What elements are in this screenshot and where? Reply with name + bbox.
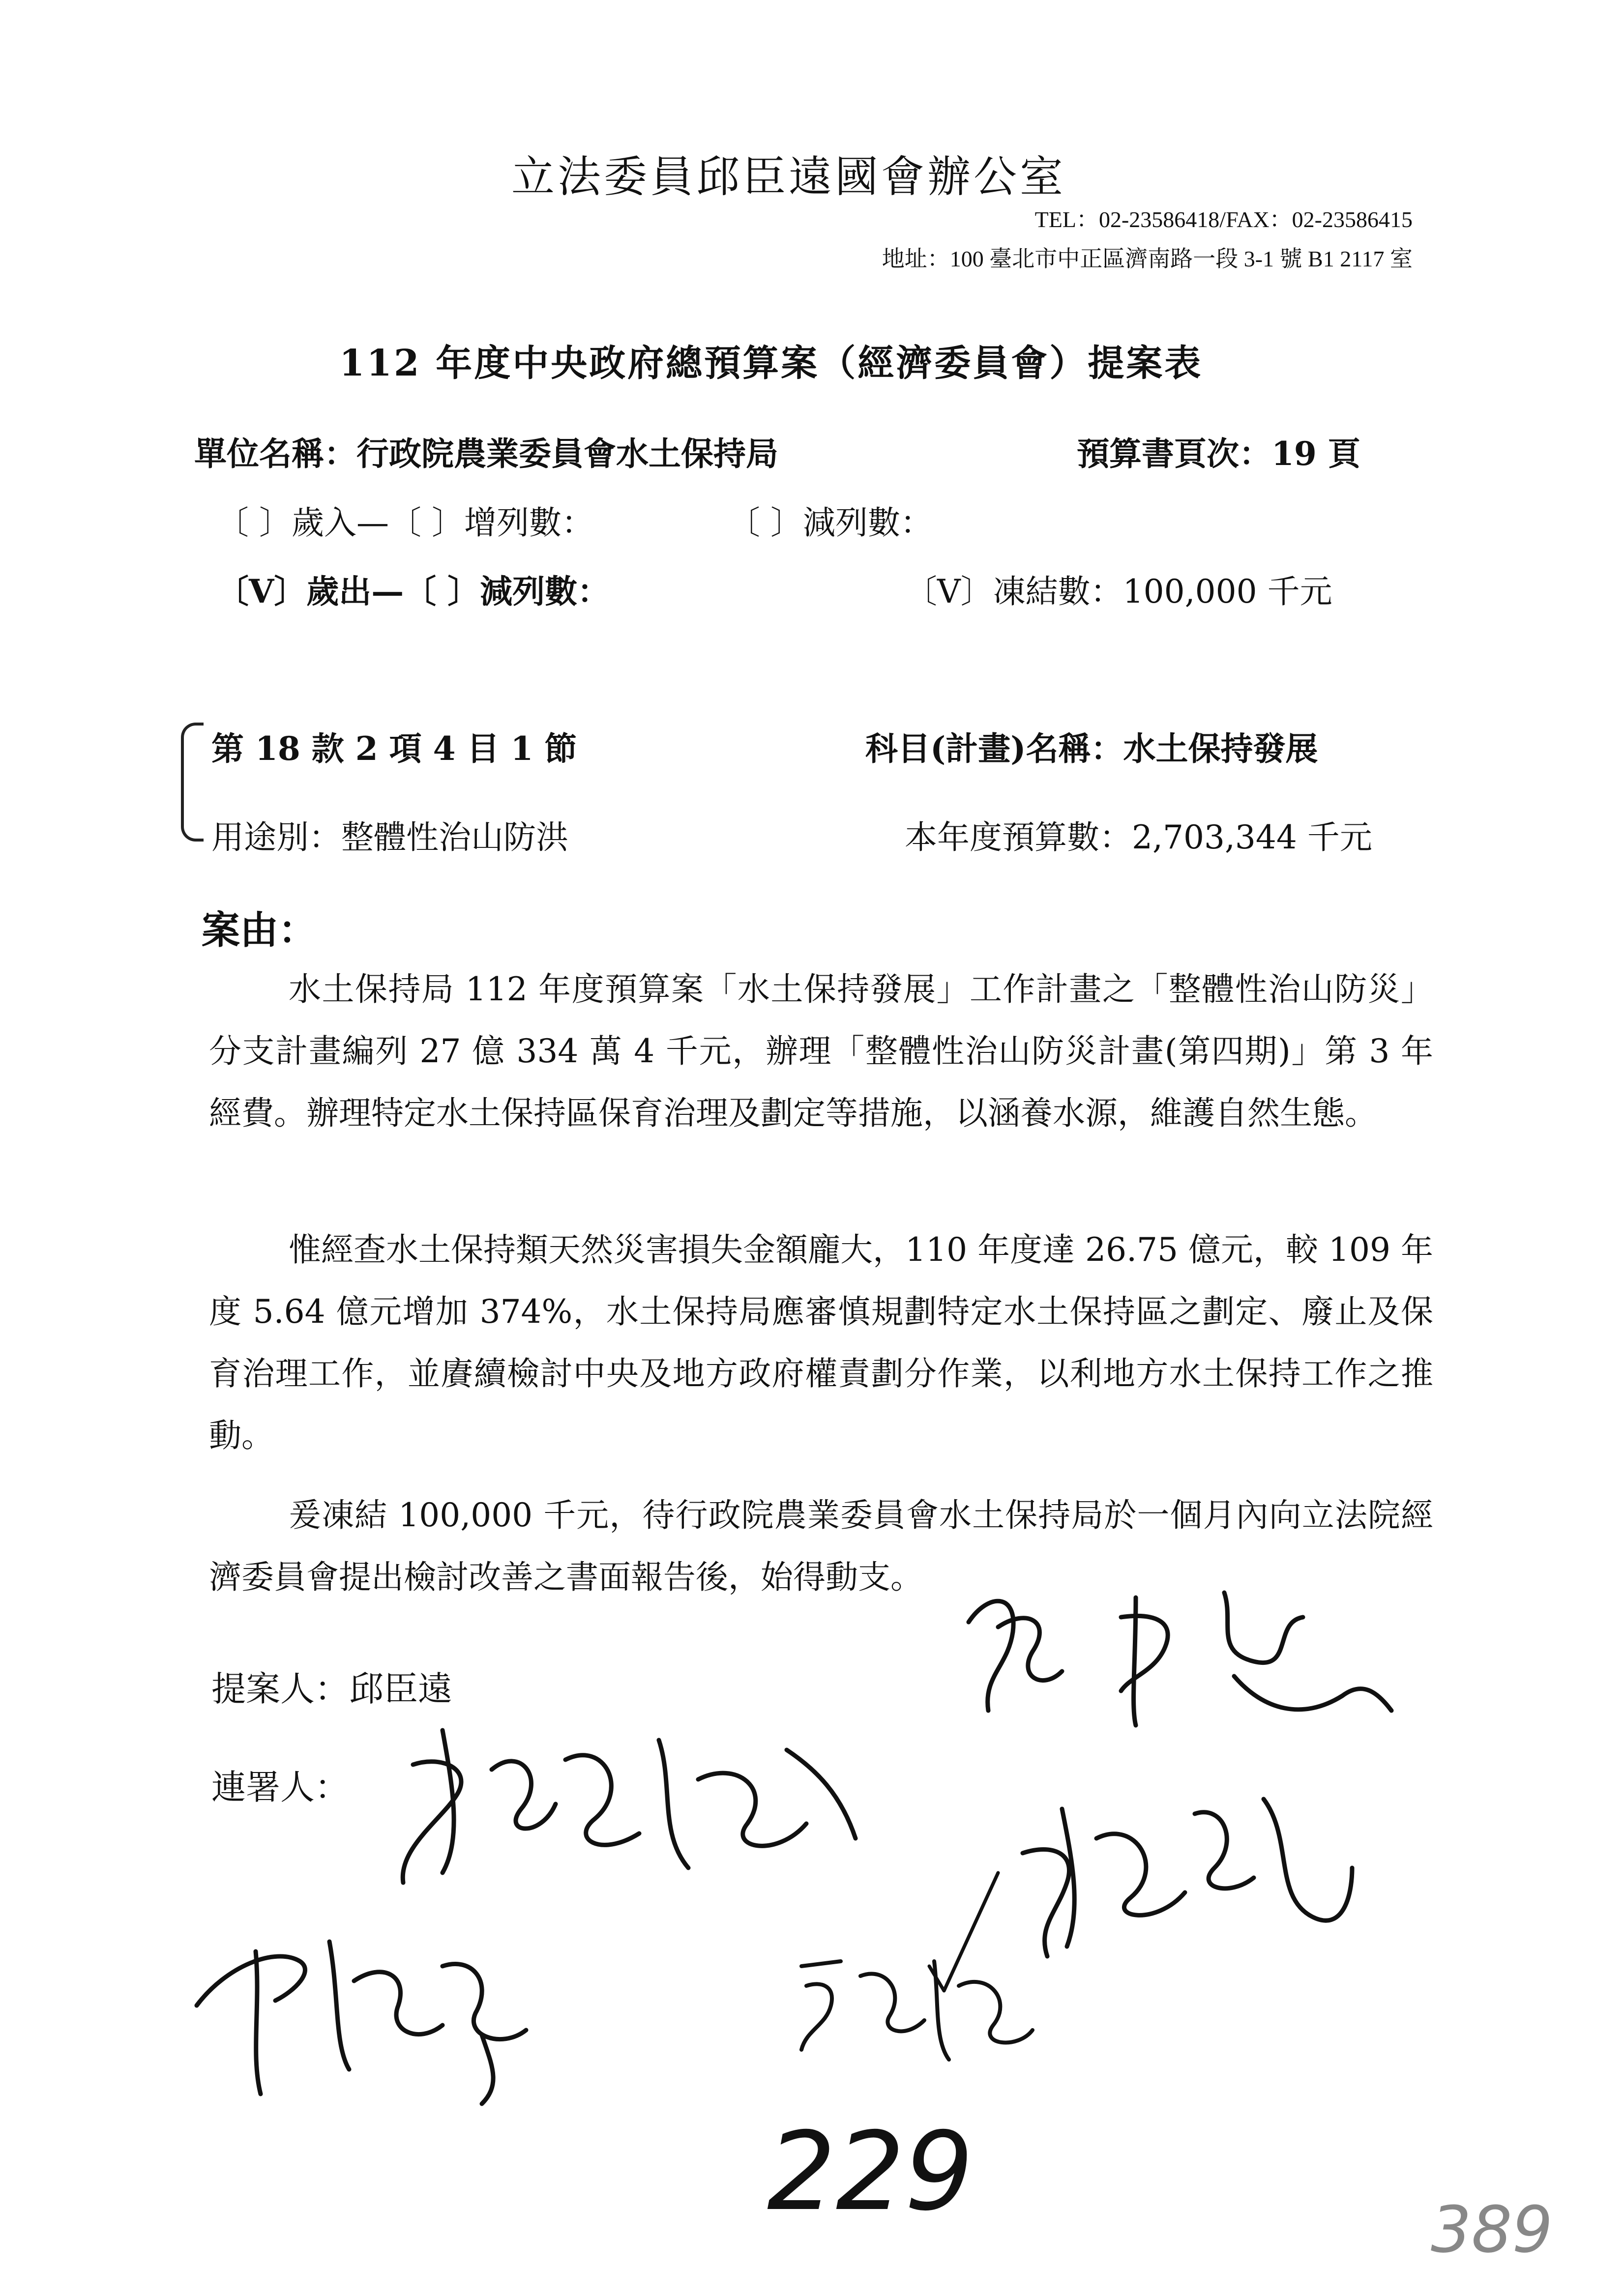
item-reference: 第 18 款 2 項 4 目 1 節 bbox=[211, 729, 577, 768]
usage-category: 用途別：整體性治山防洪 bbox=[211, 818, 568, 856]
office-name: 立法委員邱臣遠國會辦公室 bbox=[511, 151, 1066, 202]
signature-4 bbox=[187, 1907, 541, 2114]
revenue-decrease-line: 〔 〕減列數： bbox=[728, 504, 933, 542]
reason-paragraph-3: 爰凍結 100,000 千元，待行政院農業委員會水土保持局於一個月內向立法院經濟委員會提出檢討改善之書面報告後，始得動支。 bbox=[209, 1496, 1433, 1596]
subject-name: 科目(計畫)名稱：水土保持發展 bbox=[865, 729, 1318, 768]
cosigner-label: 連署人： bbox=[211, 1767, 349, 1807]
budget-page-ref: 預算書頁次：19 頁 bbox=[1077, 435, 1360, 473]
reason-paragraph-1: 水土保持局 112 年度預算案「水土保持發展」工作計畫之「整體性治山防災」分支計畫編列 27 億 334 萬 4 千元，辦理「整體性治山防災計畫(第四期)」第 3 年經費。辦理特定水土保持區保育治理及劃定等措施，以涵養水源，維護自然生態。 bbox=[209, 970, 1433, 1132]
office-address: 地址：100 臺北市中正區濟南路一段 3-1 號 B1 2117 室 bbox=[882, 246, 1413, 271]
check-mark bbox=[924, 1868, 1003, 1996]
document-title: 112 年度中央政府總預算案（經濟委員會）提案表 bbox=[339, 342, 1203, 384]
signature-3 bbox=[1008, 1770, 1362, 1976]
archive-number: 389 bbox=[1431, 2192, 1553, 2267]
handwritten-page-number: 229 bbox=[767, 2109, 974, 2235]
reason-paragraph-2: 惟經查水土保持類天然災害損失金額龐大，110 年度達 26.75 億元，較 109 年度 5.64 億元增加 374%，水土保持局應審慎規劃特定水土保持區之劃定、廢止及保育治理工作，並賡續檢討中央及地方政府權責劃分作業，以利地方水土保持工作之推動。 bbox=[209, 1231, 1433, 1454]
item-bracket bbox=[181, 723, 204, 842]
annual-budget: 本年度預算數：2,703,344 千元 bbox=[905, 818, 1372, 856]
signature-2 bbox=[384, 1711, 875, 1917]
expenditure-line: 〔V〕歲出—〔 〕減列數： bbox=[216, 572, 610, 610]
freeze-amount: 〔V〕凍結數：100,000 千元 bbox=[905, 573, 1332, 610]
reason-heading: 案由： bbox=[202, 908, 317, 953]
signature-5 bbox=[787, 1932, 1042, 2079]
unit-name: 單位名稱：行政院農業委員會水土保持局 bbox=[194, 435, 778, 473]
tel-fax: TEL：02-23586418/FAX：02-23586415 bbox=[1034, 207, 1413, 232]
proposer: 提案人：邱臣遠 bbox=[211, 1669, 452, 1709]
signature-1 bbox=[959, 1563, 1401, 1770]
revenue-line: 〔 〕歲入—〔 〕增列數： bbox=[216, 504, 594, 542]
